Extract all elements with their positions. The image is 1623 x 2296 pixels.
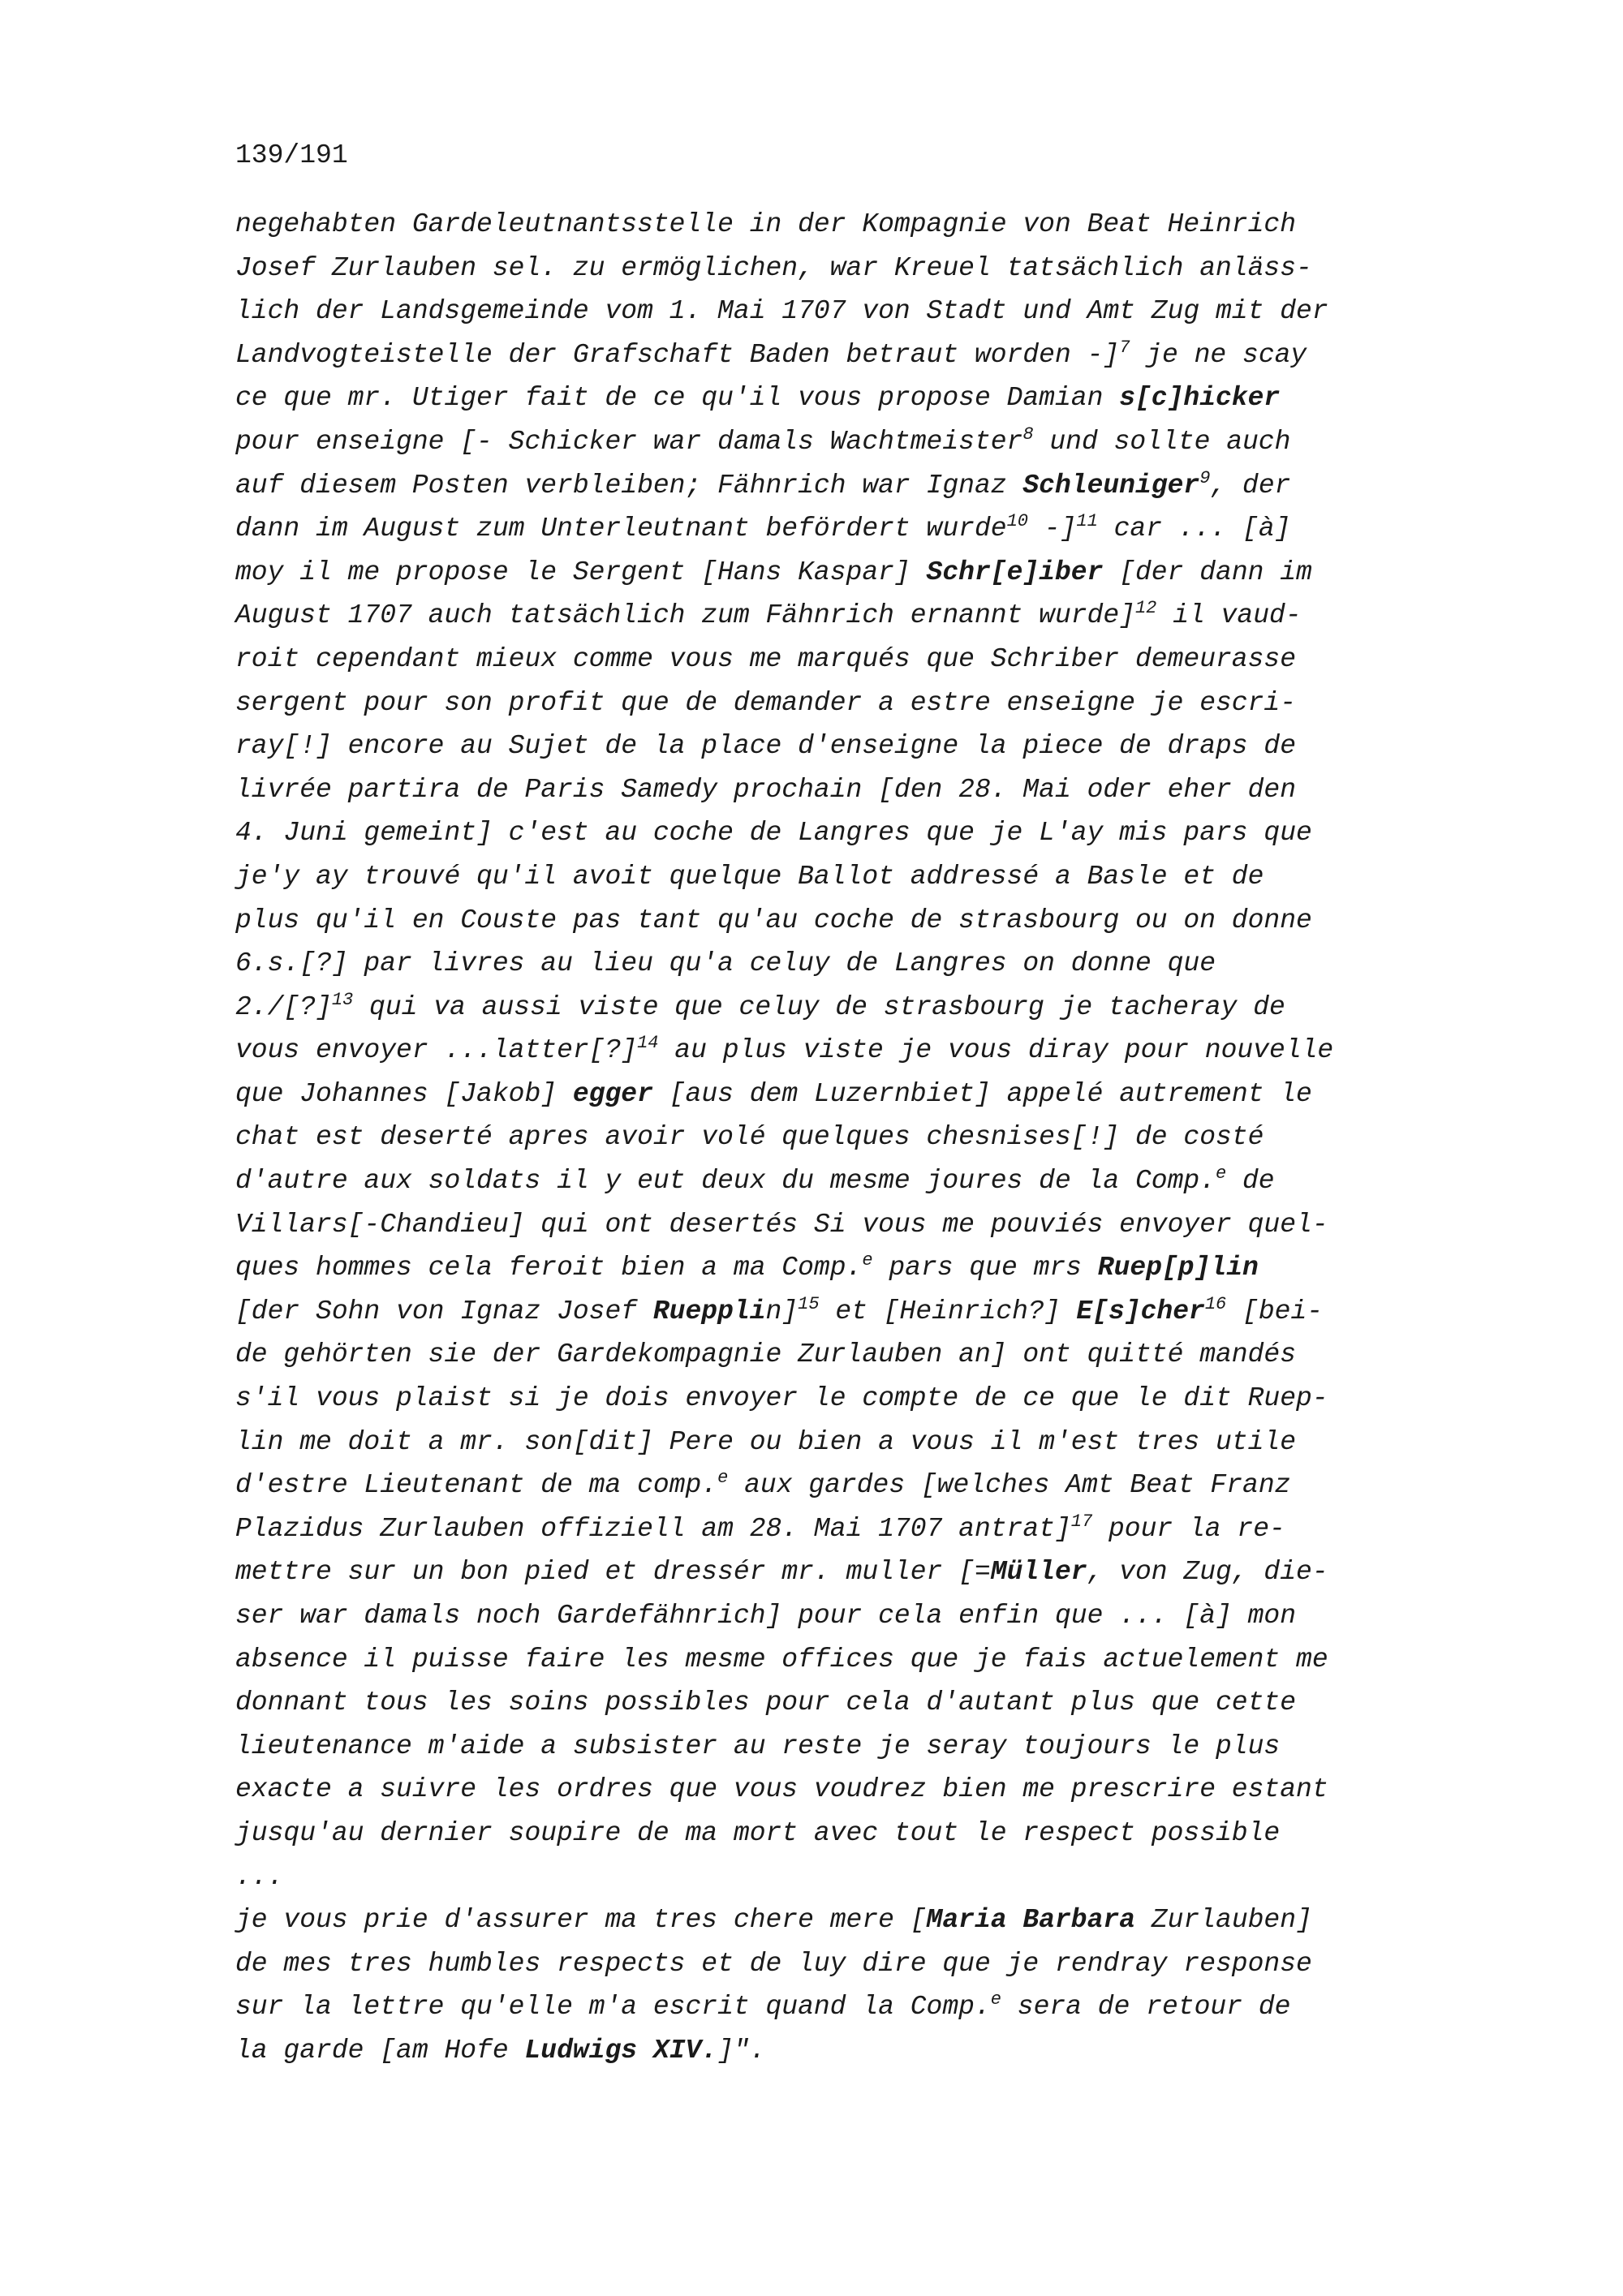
text-line: [235, 507, 1501, 551]
text-segment: ce que mr. Utiger fait de ce qu'il vous propose Damian: [235, 383, 1120, 414]
text-segment: , von Zug, die-: [1087, 1557, 1328, 1588]
page-number: 139/191: [235, 140, 348, 170]
text-segment: et [Heinrich?]: [819, 1296, 1077, 1326]
footnote-marker: e: [1216, 1163, 1227, 1185]
text-line: [235, 1725, 1501, 1769]
text-segment: vous envoyer ...latter[?]: [235, 1035, 638, 1066]
text-segment: 4. Juni gemeint] c'est au coche de Langres que je L'ay mis pars que: [235, 818, 1312, 849]
text-segment: absence il puisse faire les mesme offices que je fais actuelement me: [235, 1644, 1328, 1675]
text-segment: n]: [765, 1296, 799, 1326]
text-segment: ...: [235, 1861, 284, 1892]
text-line: [235, 1246, 1501, 1290]
text-line: [235, 1812, 1501, 1855]
text-line: [235, 1464, 1501, 1507]
emphasized-name: Schr[e]iber: [926, 557, 1104, 587]
footnote-marker: 17: [1070, 1511, 1093, 1532]
footnote-marker: 14: [637, 1033, 659, 1054]
text-segment: lich der Landsgemeinde vom 1. Mai 1707 von Stadt und Amt Zug mit der: [235, 296, 1328, 327]
footnote-marker: 10: [1006, 511, 1028, 532]
footnote-marker: 8: [1022, 424, 1034, 445]
text-segment: car ... [à]: [1097, 514, 1291, 544]
text-segment: 2./[?]: [235, 991, 332, 1022]
text-segment: au plus viste je vous diray pour nouvelle: [658, 1035, 1334, 1066]
footnote-marker: 9: [1199, 467, 1211, 488]
text-line: [235, 1985, 1501, 2029]
text-line: [235, 638, 1501, 681]
text-line: [235, 1855, 1501, 1899]
text-line: [235, 724, 1501, 768]
emphasized-name: Müller: [990, 1557, 1087, 1588]
text-segment: de gehörten sie der Gardekompagnie Zurlauben an] ont quitté mandés: [235, 1339, 1297, 1370]
text-line: [235, 1898, 1501, 1942]
text-segment: aux gardes [welches Amt Beat Franz: [728, 1470, 1291, 1501]
text-line: [235, 1377, 1501, 1421]
text-segment: de: [1226, 1166, 1275, 1197]
emphasized-name: Maria Barbara: [926, 1905, 1135, 1936]
emphasized-name: E[s]cher: [1076, 1296, 1205, 1326]
footnote-marker: 12: [1134, 598, 1157, 619]
text-line: [235, 464, 1501, 508]
text-segment: la garde [am Hofe: [235, 2035, 525, 2066]
text-line: [235, 855, 1501, 899]
text-segment: d'estre Lieutenant de ma comp.: [235, 1470, 718, 1501]
text-segment: qui va aussi viste que celuy de strasbourg je tacheray de: [353, 991, 1285, 1022]
text-segment: exacte a suivre les ordres que vous voudrez bien me prescrire estant: [235, 1774, 1328, 1805]
text-line: [235, 768, 1501, 812]
text-segment: dann im August zum Unterleutnant befördert wurde: [235, 514, 1007, 544]
text-segment: lin me doit a mr. son[dit] Pere ou bien a vous il m'est tres utile: [235, 1426, 1297, 1457]
text-line: [235, 1073, 1501, 1116]
text-segment: mettre sur un bon pied et dressér mr. muller [=: [235, 1557, 991, 1588]
text-segment: August 1707 auch tatsächlich zum Fähnrich ernannt wurde]: [235, 600, 1135, 631]
text-line: [235, 2029, 1501, 2073]
text-line: [235, 1550, 1501, 1594]
text-segment: negehabten Gardeleutnantsstelle in der Kompagnie von Beat Heinrich: [235, 209, 1297, 239]
text-line: [235, 594, 1501, 638]
footnote-marker: 7: [1119, 337, 1130, 358]
text-segment: und sollte auch: [1033, 426, 1291, 457]
text-line: [235, 290, 1501, 333]
text-segment: [der Sohn von Ignaz Josef: [235, 1296, 653, 1326]
text-line: [235, 1638, 1501, 1682]
text-segment: [bei-: [1226, 1296, 1324, 1326]
text-segment: auf diesem Posten verbleiben; Fähnrich war Ignaz: [235, 470, 1023, 501]
text-segment: s'il vous plaist si je dois envoyer le compte de ce que le dit Ruep-: [235, 1383, 1328, 1414]
text-line: [235, 1116, 1501, 1159]
text-line: [235, 376, 1501, 420]
text-line: [235, 333, 1501, 377]
text-segment: jusqu'au dernier soupire de ma mort avec tout le respect possible: [235, 1817, 1281, 1848]
emphasized-name: Ruep[p]lin: [1097, 1253, 1259, 1283]
text-segment: Plazidus Zurlauben offiziell am 28. Mai 1707 antrat]: [235, 1513, 1071, 1544]
text-segment: [aus dem Luzernbiet] appelé autrement le: [652, 1078, 1312, 1109]
footnote-marker: 11: [1076, 511, 1098, 532]
footnote-marker: 16: [1204, 1293, 1227, 1314]
text-segment: 6.s.[?] par livres au lieu qu'a celuy de Langres on donne que: [235, 948, 1216, 979]
emphasized-name: Schleuniger: [1022, 470, 1200, 501]
text-segment: [der dann im: [1103, 557, 1312, 587]
text-segment: ]".: [717, 2035, 766, 2066]
text-segment: livrée partira de Paris Samedy prochain [den 28. Mai oder eher den: [235, 774, 1297, 805]
text-segment: -]: [1027, 514, 1077, 544]
footnote-marker: e: [990, 1989, 1001, 2010]
text-line: [235, 420, 1501, 464]
text-segment: ques hommes cela feroit bien a ma Comp.: [235, 1253, 863, 1283]
text-line: [235, 899, 1501, 943]
text-segment: ray[!] encore au Sujet de la place d'enseigne la piece de draps de: [235, 731, 1297, 762]
text-segment: je ne scay: [1130, 339, 1307, 370]
footnote-marker: 15: [798, 1293, 820, 1314]
text-line: [235, 1290, 1501, 1334]
text-line: [235, 247, 1501, 290]
text-line: [235, 986, 1501, 1030]
text-segment: que Johannes [Jakob]: [235, 1078, 573, 1109]
document-body-text: [235, 203, 1501, 2073]
text-line: [235, 1203, 1501, 1247]
text-line: [235, 1507, 1501, 1551]
emphasized-name: Rueppli: [652, 1296, 766, 1326]
text-line: [235, 942, 1501, 986]
footnote-marker: e: [862, 1250, 873, 1271]
text-line: [235, 203, 1501, 247]
text-segment: de mes tres humbles respects et de luy dire que je rendray response: [235, 1948, 1312, 1979]
emphasized-name: s[c]hicker: [1119, 383, 1281, 414]
text-segment: je'y ay trouvé qu'il avoit quelque Ballot addressé a Basle et de: [235, 861, 1264, 892]
text-line: [235, 681, 1501, 725]
text-line: [235, 1594, 1501, 1638]
text-line: [235, 1681, 1501, 1725]
text-line: [235, 1942, 1501, 1986]
text-segment: sera de retour de: [1001, 1992, 1291, 2023]
text-segment: roit cependant mieux comme vous me marqués que Schriber demeurasse: [235, 643, 1297, 674]
text-segment: d'autre aux soldats il y eut deux du mesme joures de la Comp.: [235, 1166, 1216, 1197]
text-line: [235, 1333, 1501, 1377]
text-line: [235, 551, 1501, 595]
text-segment: lieutenance m'aide a subsister au reste je seray toujours le plus: [235, 1731, 1281, 1761]
footnote-marker: e: [717, 1468, 729, 1489]
text-segment: plus qu'il en Couste pas tant qu'au coche de strasbourg ou on donne: [235, 905, 1312, 935]
text-line: [235, 1159, 1501, 1203]
text-segment: donnant tous les soins possibles pour cela d'autant plus que cette: [235, 1688, 1297, 1718]
text-segment: Landvogteistelle der Grafschaft Baden betraut worden -]: [235, 339, 1120, 370]
text-segment: Villars[-Chandieu] qui ont desertés Si vous me pouviés envoyer quel-: [235, 1209, 1328, 1240]
text-segment: pour la re-: [1092, 1513, 1285, 1544]
text-segment: Josef Zurlauben sel. zu ermöglichen, war Kreuel tatsächlich anläss-: [235, 252, 1312, 283]
text-line: [235, 1421, 1501, 1464]
text-segment: il vaud-: [1156, 600, 1302, 631]
text-segment: moy il me propose le Sergent [Hans Kaspar]: [235, 557, 927, 587]
text-segment: , der: [1210, 470, 1291, 501]
text-segment: sergent pour son profit que de demander a estre enseigne je escri-: [235, 687, 1297, 718]
footnote-marker: 13: [331, 989, 354, 1010]
text-segment: Zurlauben]: [1135, 1905, 1312, 1936]
text-segment: sur la lettre qu'elle m'a escrit quand la Comp.: [235, 1992, 991, 2023]
text-line: [235, 1029, 1501, 1073]
text-segment: pour enseigne [- Schicker war damals Wachtmeister: [235, 426, 1023, 457]
text-segment: ser war damals noch Gardefähnrich] pour cela enfin que ... [à] mon: [235, 1601, 1297, 1631]
text-segment: je vous prie d'assurer ma tres chere mere [: [235, 1905, 927, 1936]
text-line: [235, 1768, 1501, 1812]
emphasized-name: egger: [572, 1078, 653, 1109]
emphasized-name: Ludwigs XIV.: [524, 2035, 718, 2066]
text-line: [235, 811, 1501, 855]
text-segment: pars que mrs: [872, 1253, 1098, 1283]
text-segment: chat est deserté apres avoir volé quelques chesnises[!] de costé: [235, 1122, 1264, 1153]
